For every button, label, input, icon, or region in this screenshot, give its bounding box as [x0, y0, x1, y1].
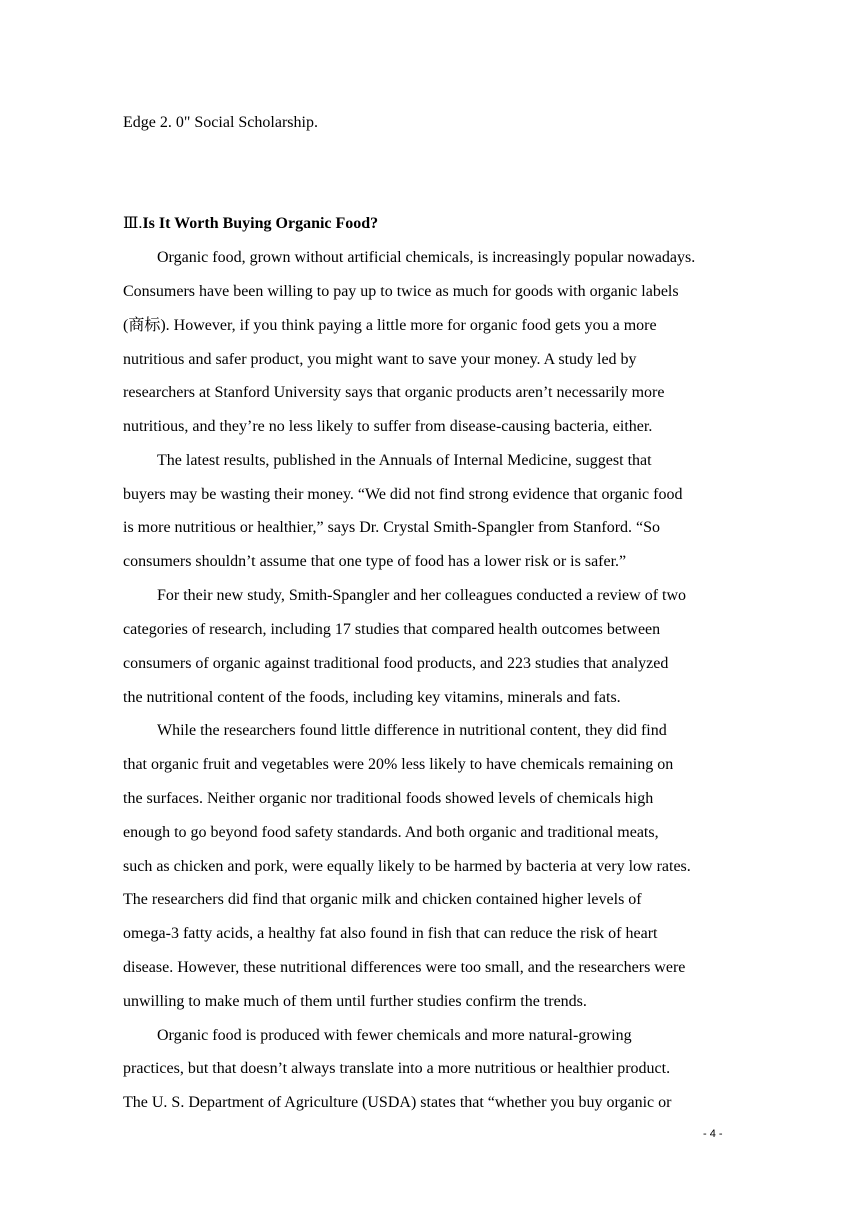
text-line: such as chicken and pork, were equally likely to be harmed by bacteria at very low rates. [123, 858, 691, 875]
page-number: - 4 - [703, 1128, 723, 1140]
text-line: disease. However, these nutritional differences were too small, and the researchers were [123, 959, 686, 976]
text-line: consumers shouldn’t assume that one type of food has a lower risk or is safer.” [123, 553, 627, 570]
text-line: buyers may be wasting their money. “We did not find strong evidence that organic food [123, 486, 683, 503]
text-line: categories of research, including 17 studies that compared health outcomes between [123, 621, 661, 638]
text-line: nutritious, and they’re no less likely to suffer from disease-causing bacteria, either. [123, 418, 653, 435]
text-line: The U. S. Department of Agriculture (USDA) states that “whether you buy organic or [123, 1094, 672, 1111]
section-heading [123, 214, 378, 234]
text-line: the surfaces. Neither organic nor traditional foods showed levels of chemicals high [123, 790, 654, 807]
text-line: researchers at Stanford University says that organic products aren’t necessarily more [123, 384, 665, 401]
text-line: is more nutritious or healthier,” says Dr. Crystal Smith-Spangler from Stanford. “So [123, 519, 661, 536]
text-line: enough to go beyond food safety standards. And both organic and traditional meats, [123, 824, 659, 841]
text-line: consumers of organic against traditional food products, and 223 studies that analyzed [123, 655, 669, 672]
text-line: unwilling to make much of them until further studies confirm the trends. [123, 993, 587, 1010]
carryover-line: Edge 2. 0" Social Scholarship. [123, 114, 318, 131]
text-line: Organic food is produced with fewer chemicals and more natural-growing [157, 1027, 632, 1044]
section-numeral: Ⅲ. [123, 215, 143, 232]
text-line: that organic fruit and vegetables were 20% less likely to have chemicals remaining on [123, 756, 674, 773]
text-line: omega-3 fatty acids, a healthy fat also found in fish that can reduce the risk of heart [123, 925, 658, 942]
text-line: the nutritional content of the foods, including key vitamins, minerals and fats. [123, 689, 621, 706]
text-line: While the researchers found little difference in nutritional content, they did find [157, 722, 667, 739]
text-line: The researchers did find that organic milk and chicken contained higher levels of [123, 891, 642, 908]
text-line: (商标). However, if you think paying a little more for organic food gets you a more [123, 317, 657, 334]
section-title: Is It Worth Buying Organic Food? [142, 215, 379, 232]
text-line: nutritious and safer product, you might want to save your money. A study led by [123, 351, 637, 368]
text-line: For their new study, Smith-Spangler and her colleagues conducted a review of two [157, 587, 687, 604]
text-line: The latest results, published in the Annuals of Internal Medicine, suggest that [157, 452, 652, 469]
text-line: practices, but that doesn’t always translate into a more nutritious or healthier product. [123, 1060, 671, 1077]
text-line: Organic food, grown without artificial chemicals, is increasingly popular nowadays. [157, 249, 696, 266]
text-line: Consumers have been willing to pay up to twice as much for goods with organic labels [123, 283, 679, 300]
